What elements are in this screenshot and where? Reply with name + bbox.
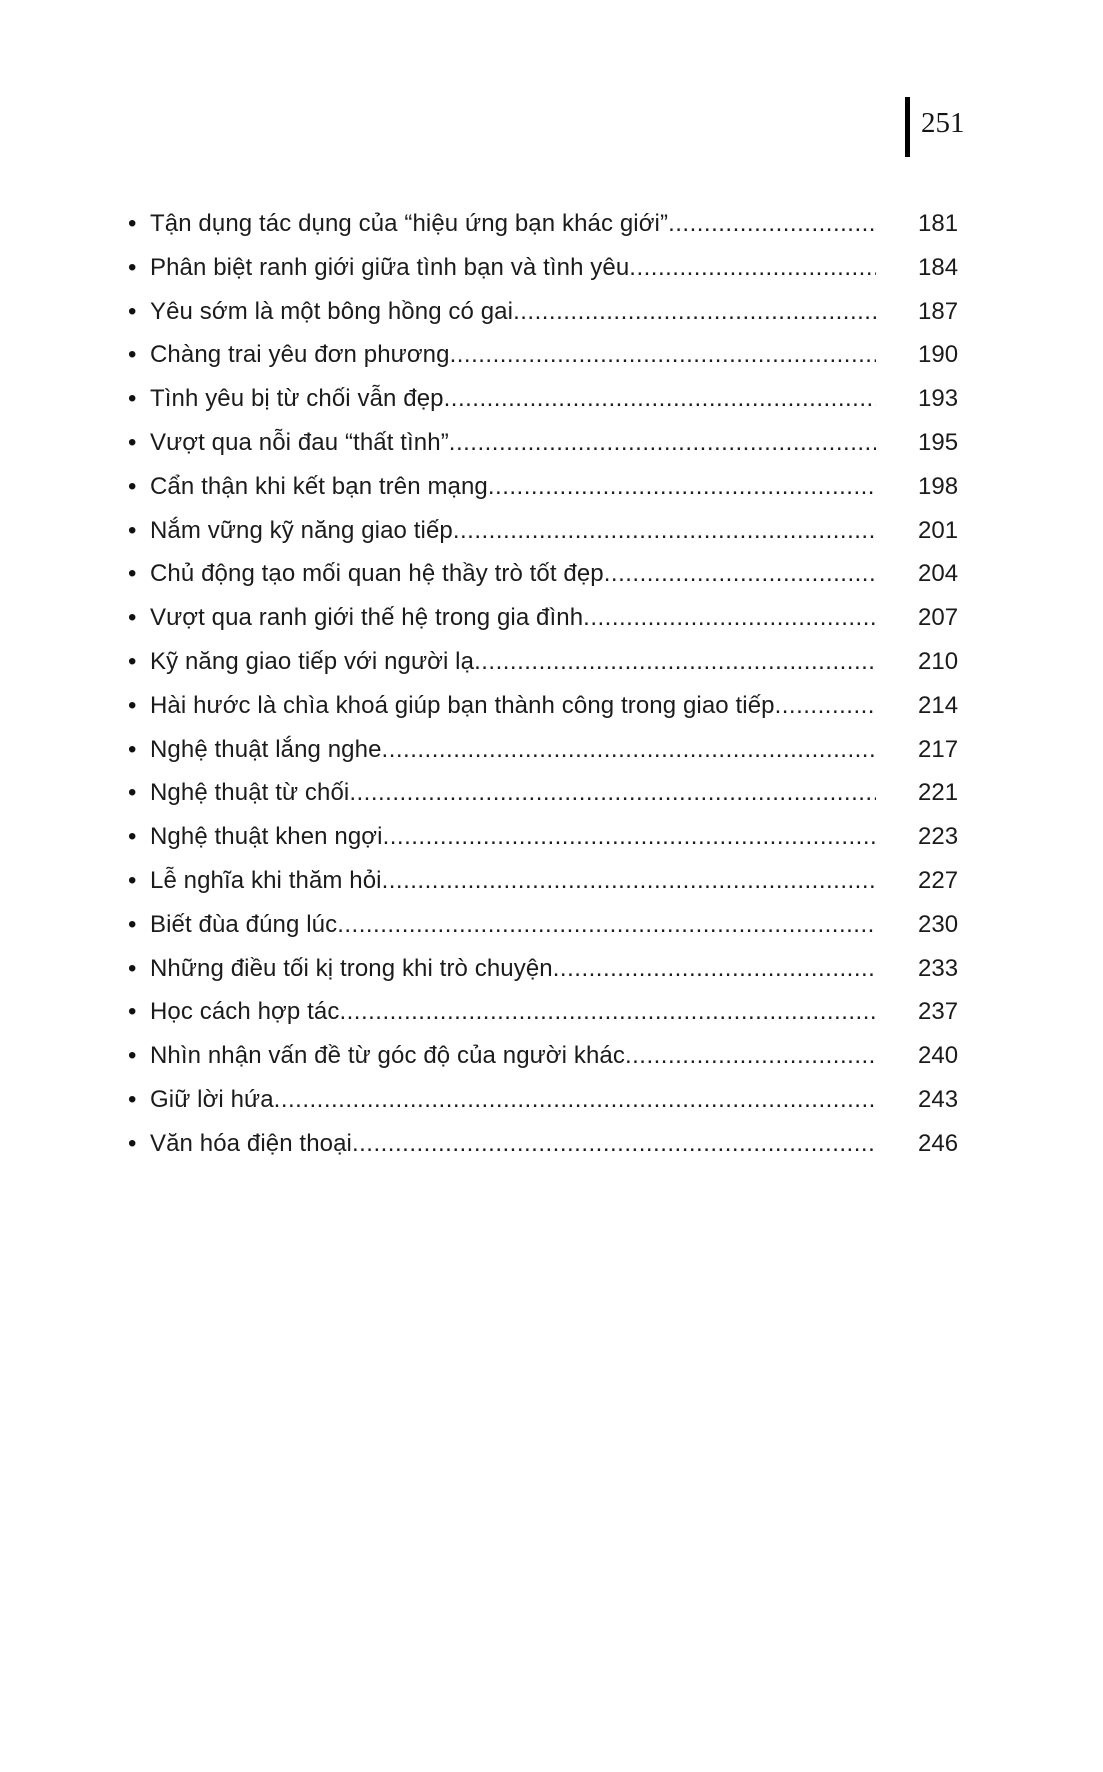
dot-leader bbox=[583, 596, 876, 640]
toc-entry bbox=[128, 246, 966, 290]
bullet-icon: • bbox=[128, 1085, 137, 1113]
dot-leader bbox=[449, 421, 876, 465]
bullet-icon: • bbox=[128, 779, 137, 807]
toc-entry-title: Nghệ thuật lắng nghe bbox=[150, 735, 382, 763]
toc-entry-title: Văn hóa điện thoại bbox=[150, 1129, 352, 1157]
toc-entry-page: 240 bbox=[918, 1042, 959, 1070]
toc-entry-title: Học cách hợp tác bbox=[150, 998, 340, 1026]
bullet-icon: • bbox=[128, 604, 137, 632]
toc-entry bbox=[128, 1122, 966, 1166]
toc-entry bbox=[128, 640, 966, 684]
toc-entry bbox=[128, 728, 966, 772]
toc-entry-page: 210 bbox=[918, 647, 959, 675]
toc-entry-page: 187 bbox=[918, 297, 959, 325]
bullet-icon: • bbox=[128, 998, 137, 1026]
bullet-icon: • bbox=[128, 1129, 137, 1157]
dot-leader bbox=[488, 465, 876, 509]
toc-entry-title: Tận dụng tác dụng của “hiệu ứng bạn khác giới” bbox=[150, 210, 669, 237]
dot-leader bbox=[450, 333, 876, 377]
toc-entry bbox=[128, 1034, 966, 1078]
dot-leader bbox=[553, 947, 876, 991]
toc-entry bbox=[128, 815, 966, 859]
toc-entry-title: Biết đùa đúng lúc bbox=[150, 910, 338, 938]
page-number: 251 bbox=[921, 107, 965, 139]
dot-leader bbox=[444, 377, 876, 421]
dot-leader bbox=[775, 684, 876, 728]
toc-entry-title: Nghệ thuật khen ngợi bbox=[150, 823, 383, 851]
toc-entry-title: Giữ lời hứa bbox=[150, 1085, 274, 1113]
dot-leader bbox=[274, 1078, 876, 1122]
toc-entry-title: Vượt qua ranh giới thế hệ trong gia đình bbox=[150, 604, 584, 632]
dot-leader bbox=[382, 728, 876, 772]
toc-entry-title: Nhìn nhận vấn đề từ góc độ của người khác bbox=[150, 1042, 625, 1070]
toc-entry bbox=[128, 859, 966, 903]
bullet-icon: • bbox=[128, 910, 137, 938]
toc-entry-title: Yêu sớm là một bông hồng có gai bbox=[150, 297, 514, 325]
toc-entry bbox=[128, 947, 966, 991]
bullet-icon: • bbox=[128, 253, 137, 281]
dot-leader bbox=[513, 290, 876, 334]
toc-entry-title: Hài hước là chìa khoá giúp bạn thành công trong giao tiếp bbox=[150, 691, 775, 719]
toc-entry-page: 237 bbox=[918, 998, 959, 1026]
toc-entry-title: Cẩn thận khi kết bạn trên mạng bbox=[150, 472, 488, 500]
toc-entry-page: 198 bbox=[918, 472, 959, 500]
bullet-icon: • bbox=[128, 516, 137, 544]
toc-entry-title: Vượt qua nỗi đau “thất tình” bbox=[150, 428, 449, 456]
toc-entry bbox=[128, 421, 966, 465]
bullet-icon: • bbox=[128, 472, 137, 500]
bullet-icon: • bbox=[128, 735, 137, 763]
toc-entry-page: 230 bbox=[918, 910, 959, 938]
toc-entry-page: 193 bbox=[918, 385, 959, 413]
dot-leader bbox=[474, 640, 876, 684]
toc-entry-page: 227 bbox=[918, 866, 959, 894]
toc-entry bbox=[128, 509, 966, 553]
toc-entry bbox=[128, 377, 966, 421]
toc-entry-title: Tình yêu bị từ chối vẫn đẹp bbox=[150, 385, 444, 413]
toc-entry-title: Nắm vững kỹ năng giao tiếp bbox=[150, 516, 453, 544]
toc-entry bbox=[128, 771, 966, 815]
toc-entry-title: Chàng trai yêu đơn phương bbox=[150, 341, 450, 369]
bullet-icon: • bbox=[128, 1042, 137, 1070]
header-rule-divider bbox=[905, 97, 910, 157]
dot-leader bbox=[625, 1034, 876, 1078]
dot-leader bbox=[337, 903, 876, 947]
toc-entry-title: Nghệ thuật từ chối bbox=[150, 779, 350, 807]
dot-leader bbox=[604, 552, 876, 596]
toc-entry-page: 184 bbox=[918, 253, 959, 281]
toc-entry bbox=[128, 290, 966, 334]
toc-entry-page: 221 bbox=[918, 779, 959, 807]
bullet-icon: • bbox=[128, 691, 137, 719]
toc-entry bbox=[128, 596, 966, 640]
dot-leader bbox=[453, 509, 876, 553]
toc-entry-page: 207 bbox=[918, 604, 959, 632]
toc-entry bbox=[128, 333, 966, 377]
toc-entry-title: Những điều tối kị trong khi trò chuyện bbox=[150, 954, 553, 982]
bullet-icon: • bbox=[128, 866, 137, 894]
toc-entry-title: Kỹ năng giao tiếp với người lạ bbox=[150, 647, 475, 675]
bullet-icon: • bbox=[128, 428, 137, 456]
toc-entry-title: Lễ nghĩa khi thăm hỏi bbox=[150, 866, 382, 894]
toc-entry-page: 204 bbox=[918, 560, 959, 588]
toc-entry-page: 233 bbox=[918, 954, 959, 982]
toc-entry bbox=[128, 903, 966, 947]
toc-entry-page: 246 bbox=[918, 1129, 959, 1157]
toc-entry-page: 190 bbox=[918, 341, 959, 369]
bullet-icon: • bbox=[128, 647, 137, 675]
toc-entry-title: Phân biệt ranh giới giữa tình bạn và tình yêu bbox=[150, 253, 630, 281]
toc-entry bbox=[128, 202, 966, 246]
dot-leader bbox=[339, 990, 876, 1034]
dot-leader bbox=[349, 771, 876, 815]
bullet-icon: • bbox=[128, 385, 137, 413]
toc-entry-page: 214 bbox=[918, 691, 959, 719]
toc-entry bbox=[128, 552, 966, 596]
toc-entry bbox=[128, 990, 966, 1034]
bullet-icon: • bbox=[128, 954, 137, 982]
toc-entry-title: Chủ động tạo mối quan hệ thầy trò tốt đẹp bbox=[150, 560, 604, 588]
bullet-icon: • bbox=[128, 341, 137, 369]
bullet-icon: • bbox=[128, 210, 137, 237]
toc-entry bbox=[128, 684, 966, 728]
table-of-contents bbox=[128, 202, 966, 1166]
bullet-icon: • bbox=[128, 823, 137, 851]
dot-leader bbox=[383, 815, 876, 859]
toc-entry bbox=[128, 465, 966, 509]
bullet-icon: • bbox=[128, 560, 137, 588]
dot-leader bbox=[382, 859, 876, 903]
toc-entry-page: 181 bbox=[918, 210, 959, 237]
toc-entry-page: 223 bbox=[918, 823, 959, 851]
dot-leader bbox=[629, 246, 876, 290]
toc-entry bbox=[128, 1078, 966, 1122]
toc-entry-page: 243 bbox=[918, 1085, 959, 1113]
toc-entry-page: 201 bbox=[918, 516, 959, 544]
toc-entry-page: 195 bbox=[918, 428, 959, 456]
bullet-icon: • bbox=[128, 297, 137, 325]
dot-leader bbox=[352, 1122, 876, 1166]
toc-entry-page: 217 bbox=[918, 735, 959, 763]
dot-leader bbox=[668, 202, 876, 246]
